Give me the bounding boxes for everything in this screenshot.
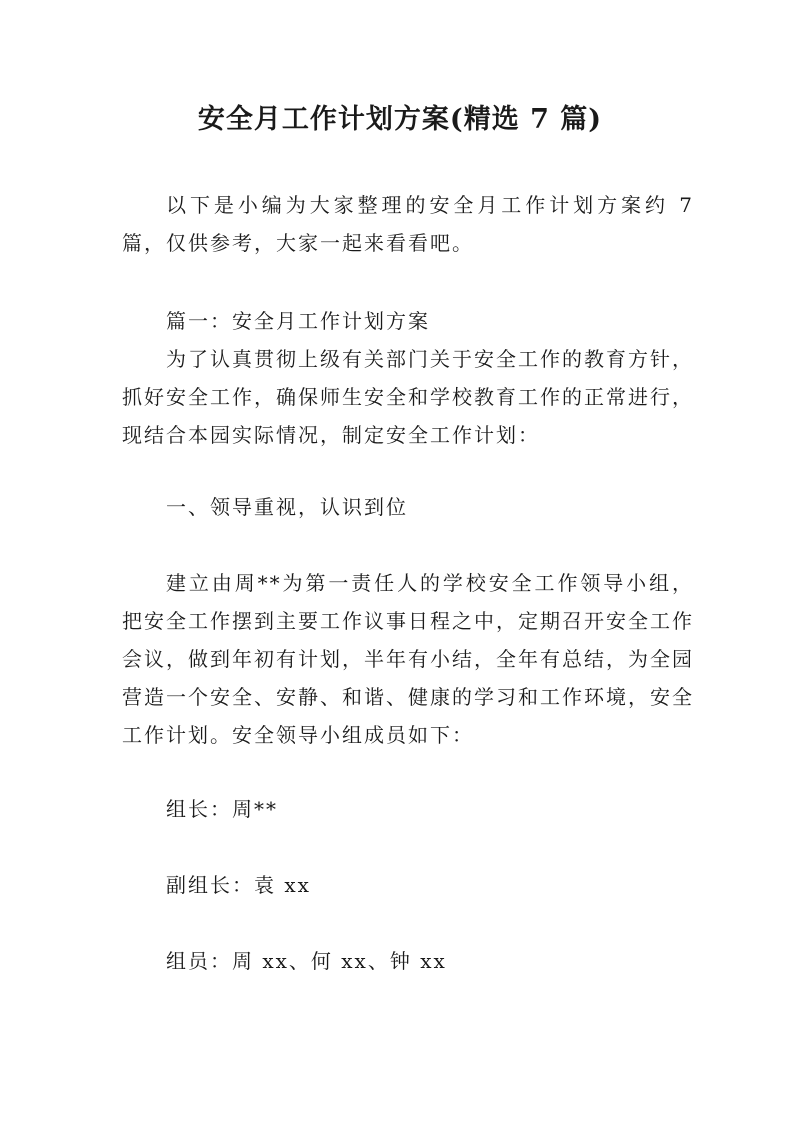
article-heading-text: 篇一：安全月工作计划方案 — [166, 309, 430, 333]
leader-line — [122, 790, 694, 828]
intro-text: 以下是小编为大家整理的安全月工作计划方案约 7 篇，仅供参考，大家一起来看看吧。 — [122, 193, 694, 255]
opening-text: 为了认真贯彻上级有关部门关于安全工作的教育方针，抓好安全工作，确保师生安全和学校教育工作的正常进行，现结合本园实际情况，制定安全工作计划： — [122, 347, 694, 447]
article-heading — [122, 302, 694, 340]
opening-paragraph — [122, 340, 694, 454]
members-line — [122, 942, 694, 980]
intro-paragraph — [122, 186, 694, 262]
section-body — [122, 564, 694, 754]
section-heading-text: 一、领导重视，认识到位 — [166, 495, 408, 519]
deputy-line — [122, 866, 694, 904]
leader-text: 组长：周** — [166, 797, 278, 821]
deputy-text: 副组长：袁 xx — [166, 873, 311, 897]
members-text: 组员：周 xx、何 xx、钟 xx — [166, 949, 447, 973]
section-heading — [122, 488, 694, 526]
document-title: 安全月工作计划方案(精选 7 篇) — [197, 104, 603, 135]
section-body-text: 建立由周**为第一责任人的学校安全工作领导小组，把安全工作摆到主要工作议事日程之中，定期召开安全工作会议，做到年初有计划，半年有小结，全年有总结，为全园营造一个安全、安静、和谐、健康的学习和工作环境，安全工作计划。安全领导小组成员如下： — [122, 571, 694, 747]
